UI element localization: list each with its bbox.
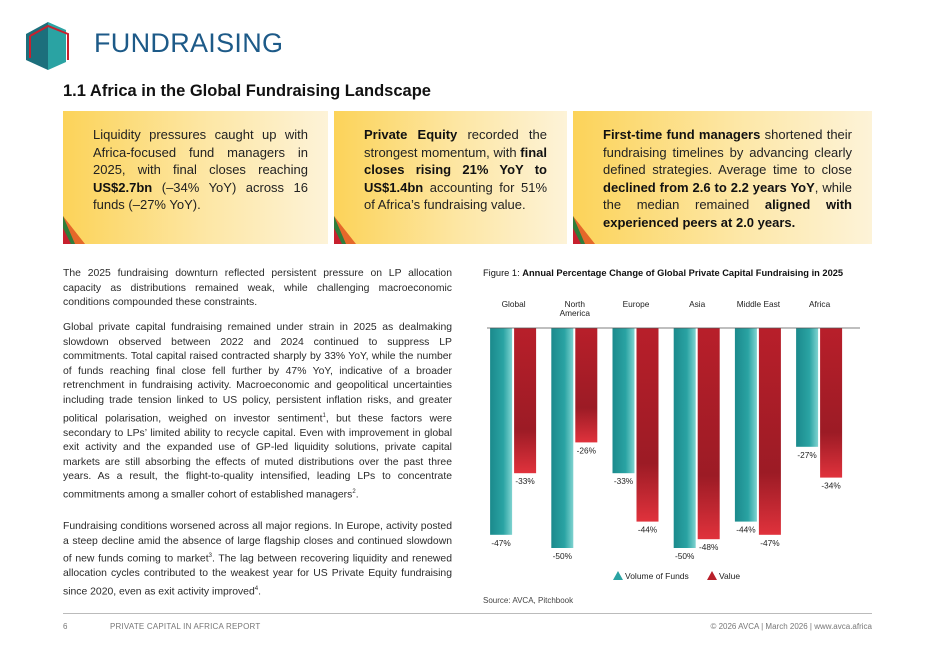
data-label: -48% — [699, 542, 719, 553]
bar-value — [759, 328, 781, 535]
bar-volume — [551, 328, 573, 548]
legend-label: Volume of Funds — [625, 571, 689, 581]
report-name: PRIVATE CAPITAL IN AFRICA REPORT — [110, 622, 261, 631]
bar-volume — [796, 328, 818, 447]
bar-value — [698, 328, 720, 539]
bar-chart — [483, 292, 875, 592]
data-label: -27% — [797, 449, 817, 460]
highlight-bold: First-time fund managers — [603, 127, 761, 142]
body-paragraph — [63, 321, 452, 503]
paragraph-text: Fundraising conditions worsened across all major regions. In Europe, activity posted a steep decline amid the absence of large flagship closes and continued slowdown of new funds coming to market — [63, 521, 452, 565]
bar-volume — [674, 328, 696, 548]
highlight-bold: declined from 2.6 to 2.2 years YoY — [603, 179, 815, 195]
legend-triangle-icon — [707, 571, 717, 580]
footnote-ref: 2 — [352, 489, 356, 495]
bar-value — [637, 328, 659, 522]
category-label: America — [559, 308, 591, 318]
data-label: -50% — [552, 551, 572, 561]
category-label: Middle East — [736, 299, 781, 309]
data-label: -47% — [491, 537, 511, 548]
highlight-text: recorded the strongest momentum, with — [364, 127, 547, 160]
data-label: -33% — [515, 476, 535, 487]
data-label: -44% — [637, 524, 658, 535]
bar-volume — [490, 328, 512, 535]
corner-triangle-icon — [334, 214, 356, 244]
figure-title — [483, 268, 843, 278]
highlight-bold: US$2.7bn — [93, 179, 153, 195]
highlight-box-liquidity — [63, 111, 328, 244]
avca-logo-icon — [22, 20, 72, 72]
category-label: Africa — [808, 299, 831, 309]
figure-title-text: Annual Percentage Change of Global Private Capital Fundraising in 2025 — [522, 268, 844, 278]
highlight-box-first-time-managers — [573, 111, 872, 244]
category-label: North — [564, 299, 585, 309]
footer-divider — [63, 613, 872, 614]
bar-value — [514, 328, 536, 473]
highlight-text: (–34% YoY) across 16 funds (–27% YoY). — [93, 179, 308, 213]
category-label: Asia — [689, 299, 706, 309]
data-label: -47% — [760, 537, 780, 548]
category-label: Europe — [622, 299, 650, 309]
bar-value — [820, 328, 842, 478]
highlight-bold: aligned with experienced peers at 2.0 years. — [603, 197, 852, 230]
data-label: -44% — [736, 524, 756, 535]
paragraph-text: . The lag between recovering liquidity and renewed allocation cycles contributed to the weakest year for US Private Equity fundraising since 2020, even as exit activity improved — [63, 553, 452, 598]
footnote-ref: 1 — [322, 412, 326, 419]
footer-copyright: © 2026 AVCA | March 2026 | www.avca.africa — [710, 622, 872, 631]
body-paragraph: The 2025 fundraising downturn reflected persistent pressure on LP allocation capacity as distributions remained weak, while challenging macroeconomic conditions compounded these constraints. — [63, 268, 452, 309]
data-label: -50% — [675, 551, 695, 561]
highlight-box-private-equity — [334, 111, 567, 244]
data-label: -26% — [576, 445, 596, 456]
footnote-ref: 4 — [254, 585, 259, 592]
figure-label: Figure 1: — [483, 268, 523, 278]
footnote-ref: 3 — [208, 553, 212, 560]
category-label: Global — [501, 299, 526, 309]
data-label: -34% — [821, 480, 841, 491]
corner-triangle-icon — [63, 214, 85, 244]
highlight-bold: final closes rising 21% YoY to US$1.4bn — [364, 144, 547, 195]
highlight-text: Liquidity pressures caught up with Africa-focused fund managers in 2025, with final closes reaching — [93, 127, 308, 178]
corner-triangle-icon — [573, 214, 595, 244]
subsection-title: 1.1 Africa in the Global Fundraising Landscape — [63, 82, 431, 100]
data-label: -33% — [613, 476, 634, 487]
paragraph-text: , but these factors were secondary to LPs’ limited ability to recycle capital. Even with improvement in global exit activity and the expanded use of GP-led liquidity solutions, private capital markets are still absorbing the effects of muted distributions over the past three years. As a result, the flight-to-quality intensified, leading LPs to concentrate commitments among a smaller cohort of established managers — [63, 413, 452, 501]
bar-volume — [613, 328, 635, 473]
highlight-text: , while the median remained — [603, 179, 852, 213]
page-number: 6 — [63, 622, 68, 631]
paragraph-text: . — [258, 586, 261, 598]
highlight-bold: Private Equity — [364, 127, 458, 142]
legend-label: Value — [719, 571, 741, 581]
bar-volume — [735, 328, 757, 522]
legend-triangle-icon — [613, 571, 623, 580]
body-paragraph — [63, 520, 452, 600]
bar-value — [575, 328, 597, 442]
paragraph-text: Global private capital fundraising remained under strain in 2025 as dealmaking slowdown observed between 2022 and 2024 continued to suppress LP commitments. Total capital raised contracted sharply by 33% YoY, while the number of funds reaching final close fell further by 47% YoY, indicative of a broader retrenchment in fundraising activity. Macroeconomic and geopolitical uncertainties including trade tension linked to US policy, persistent inflation risks, and greater political polarisation, weighed on investor sentiment — [63, 322, 452, 425]
highlight-text: shortened their fundraising timelines by advancing clearly defined strategies. Average time to close — [603, 127, 852, 178]
figure-source: Source: AVCA, Pitchbook — [483, 596, 574, 605]
highlight-text: accounting for 51% of Africa’s fundraising value. — [364, 179, 547, 213]
paragraph-text: . — [355, 489, 359, 501]
section-title: FUNDRAISING — [94, 28, 284, 58]
